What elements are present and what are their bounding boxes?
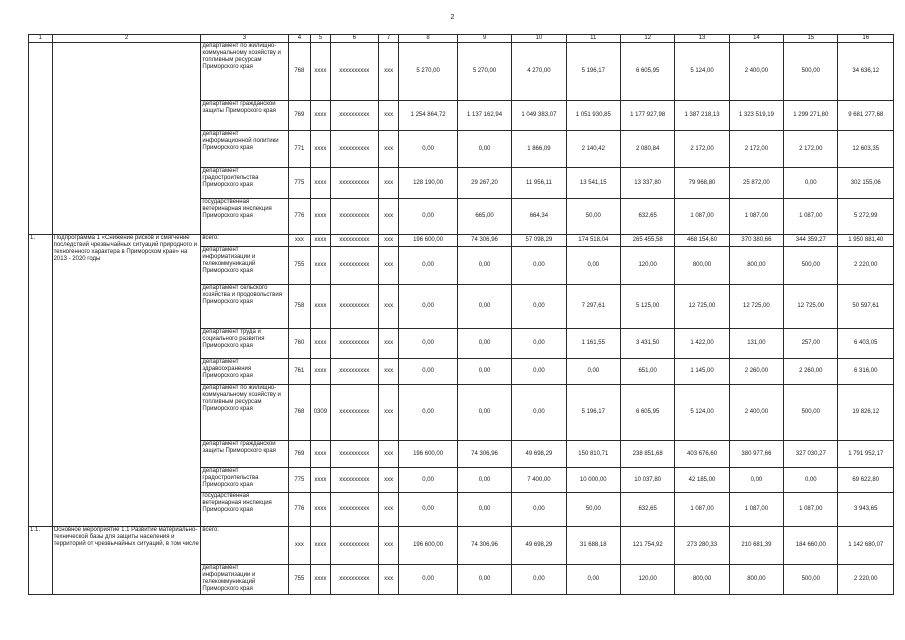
year-amount: 11 956,11 bbox=[512, 168, 566, 199]
year-amount: 1 049 383,07 bbox=[512, 101, 566, 131]
total-amount: 9 681 277,68 bbox=[838, 101, 894, 131]
year-amount: 800,00 bbox=[675, 247, 729, 285]
year-amount: 196 600,00 bbox=[399, 235, 457, 247]
total-amount: 6 316,00 bbox=[838, 359, 894, 385]
year-amount: 13 337,80 bbox=[620, 168, 674, 199]
expense-type-code: ххх bbox=[378, 168, 399, 199]
year-amount: 2 260,00 bbox=[784, 359, 838, 385]
year-amount: 120,00 bbox=[620, 565, 674, 595]
year-amount: 0,00 bbox=[457, 493, 511, 527]
year-amount: 120,00 bbox=[620, 247, 674, 285]
target-article-code: хххххххххх bbox=[330, 468, 378, 493]
expense-type-code: ххх bbox=[378, 199, 399, 235]
section-code: хххх bbox=[311, 493, 330, 527]
year-amount: 0,00 bbox=[457, 247, 511, 285]
year-amount: 6 605,95 bbox=[620, 385, 674, 441]
year-amount: 25 872,00 bbox=[729, 168, 783, 199]
agency-name: департамент труда и социального развития Приморского края bbox=[201, 329, 288, 359]
total-amount: 6 403,05 bbox=[838, 329, 894, 359]
year-amount: 131,00 bbox=[729, 329, 783, 359]
total-amount: 12 603,35 bbox=[838, 131, 894, 168]
column-header: 9 bbox=[457, 35, 511, 43]
year-amount: 0,00 bbox=[457, 329, 511, 359]
year-amount: 664,34 bbox=[512, 199, 566, 235]
grbs-code: 776 bbox=[288, 199, 311, 235]
year-amount: 2 400,00 bbox=[729, 43, 783, 101]
agency-name: департамент градостроительства Приморского края bbox=[201, 168, 288, 199]
column-header: 10 bbox=[512, 35, 566, 43]
year-amount: 0,00 bbox=[457, 131, 511, 168]
year-amount: 238 851,68 bbox=[620, 441, 674, 468]
section-code: хххх bbox=[311, 235, 330, 247]
grbs-code: 758 bbox=[288, 285, 311, 329]
year-amount: 0,00 bbox=[784, 468, 838, 493]
column-header: 11 bbox=[566, 35, 620, 43]
year-amount: 5 270,00 bbox=[399, 43, 457, 101]
section-code: 0309 bbox=[311, 385, 330, 441]
target-article-code: хххххххххх bbox=[330, 168, 378, 199]
section-code: хххх bbox=[311, 441, 330, 468]
target-article-code: хххххххххх bbox=[330, 43, 378, 101]
section-code: хххх bbox=[311, 101, 330, 131]
column-header: 6 bbox=[330, 35, 378, 43]
year-amount: 150 810,71 bbox=[566, 441, 620, 468]
agency-name: департамент сельского хозяйства и продовольствия Приморского края bbox=[201, 285, 288, 329]
year-amount: 1 087,00 bbox=[675, 199, 729, 235]
year-amount: 1 087,00 bbox=[729, 199, 783, 235]
year-amount: 468 154,60 bbox=[675, 235, 729, 247]
year-amount: 7 400,00 bbox=[512, 468, 566, 493]
year-amount: 1 254 864,72 bbox=[399, 101, 457, 131]
year-amount: 5 270,00 bbox=[457, 43, 511, 101]
grbs-code: 755 bbox=[288, 565, 311, 595]
grbs-code: 771 bbox=[288, 131, 311, 168]
year-amount: 12 725,00 bbox=[784, 285, 838, 329]
grbs-code: 760 bbox=[288, 329, 311, 359]
expense-type-code: ххх bbox=[378, 247, 399, 285]
column-header: 15 bbox=[784, 35, 838, 43]
item-number bbox=[29, 43, 53, 235]
year-amount: 1 299 271,80 bbox=[784, 101, 838, 131]
target-article-code: хххххххххх bbox=[330, 235, 378, 247]
column-header: 16 bbox=[838, 35, 894, 43]
year-amount: 0,00 bbox=[457, 565, 511, 595]
year-amount: 29 267,20 bbox=[457, 168, 511, 199]
section-code: хххх bbox=[311, 199, 330, 235]
target-article-code: хххххххххх bbox=[330, 329, 378, 359]
target-article-code: хххххххххх bbox=[330, 385, 378, 441]
expense-type-code: ххх bbox=[378, 235, 399, 247]
table-row bbox=[29, 527, 894, 565]
year-amount: 0,00 bbox=[399, 199, 457, 235]
section-code: хххх bbox=[311, 285, 330, 329]
expense-type-code: ххх bbox=[378, 131, 399, 168]
year-amount: 0,00 bbox=[566, 247, 620, 285]
table-row bbox=[29, 43, 894, 101]
year-amount: 74 306,96 bbox=[457, 527, 511, 565]
year-amount: 500,00 bbox=[784, 385, 838, 441]
agency-name: департамент гражданской защиты Приморского края bbox=[201, 441, 288, 468]
year-amount: 265 455,58 bbox=[620, 235, 674, 247]
year-amount: 651,00 bbox=[620, 359, 674, 385]
target-article-code: хххххххххх bbox=[330, 101, 378, 131]
year-amount: 196 600,00 bbox=[399, 441, 457, 468]
column-header: 13 bbox=[675, 35, 729, 43]
year-amount: 1 145,00 bbox=[675, 359, 729, 385]
year-amount: 1 323 519,19 bbox=[729, 101, 783, 131]
year-amount: 2 080,84 bbox=[620, 131, 674, 168]
year-amount: 49 698,29 bbox=[512, 441, 566, 468]
section-code: хххх bbox=[311, 527, 330, 565]
year-amount: 0,00 bbox=[512, 493, 566, 527]
grbs-code: 768 bbox=[288, 385, 311, 441]
grbs-code: 761 bbox=[288, 359, 311, 385]
year-amount: 257,00 bbox=[784, 329, 838, 359]
target-article-code: хххххххххх bbox=[330, 131, 378, 168]
year-amount: 665,00 bbox=[457, 199, 511, 235]
year-amount: 500,00 bbox=[784, 565, 838, 595]
total-amount: 69 622,80 bbox=[838, 468, 894, 493]
year-amount: 0,00 bbox=[457, 385, 511, 441]
total-amount: 5 272,99 bbox=[838, 199, 894, 235]
grbs-code: ххх bbox=[288, 527, 311, 565]
year-amount: 0,00 bbox=[512, 285, 566, 329]
year-amount: 0,00 bbox=[399, 247, 457, 285]
year-amount: 380 977,66 bbox=[729, 441, 783, 468]
agency-name: департамент гражданской защиты Приморского края bbox=[201, 101, 288, 131]
year-amount: 6 605,95 bbox=[620, 43, 674, 101]
expense-type-code: ххх bbox=[378, 468, 399, 493]
grbs-code: 768 bbox=[288, 43, 311, 101]
table-row bbox=[29, 235, 894, 247]
target-article-code: хххххххххх bbox=[330, 359, 378, 385]
column-header: 8 bbox=[399, 35, 457, 43]
year-amount: 0,00 bbox=[399, 468, 457, 493]
year-amount: 0,00 bbox=[457, 468, 511, 493]
grbs-code: 776 bbox=[288, 493, 311, 527]
section-code: хххх bbox=[311, 43, 330, 101]
year-amount: 1 087,00 bbox=[729, 493, 783, 527]
year-amount: 5 125,00 bbox=[620, 285, 674, 329]
year-amount: 1 161,55 bbox=[566, 329, 620, 359]
year-amount: 128 190,00 bbox=[399, 168, 457, 199]
year-amount: 0,00 bbox=[457, 359, 511, 385]
year-amount: 49 698,29 bbox=[512, 527, 566, 565]
year-amount: 632,65 bbox=[620, 199, 674, 235]
year-amount: 5 196,17 bbox=[566, 385, 620, 441]
year-amount: 1 137 162,94 bbox=[457, 101, 511, 131]
target-article-code: хххххххххх bbox=[330, 527, 378, 565]
year-amount: 0,00 bbox=[512, 247, 566, 285]
year-amount: 2 172,00 bbox=[784, 131, 838, 168]
year-amount: 1 387 218,13 bbox=[675, 101, 729, 131]
year-amount: 2 400,00 bbox=[729, 385, 783, 441]
year-amount: 1 087,00 bbox=[675, 493, 729, 527]
agency-name: департамент по жилищно-коммунальному хозяйству и топливным ресурсам Приморского края bbox=[201, 43, 288, 101]
expense-type-code: ххх bbox=[378, 43, 399, 101]
year-amount: 210 681,39 bbox=[729, 527, 783, 565]
expense-type-code: ххх bbox=[378, 385, 399, 441]
year-amount: 0,00 bbox=[566, 565, 620, 595]
year-amount: 31 688,18 bbox=[566, 527, 620, 565]
year-amount: 3 431,50 bbox=[620, 329, 674, 359]
agency-name: департамент градостроительства Приморского края bbox=[201, 468, 288, 493]
column-header: 12 bbox=[620, 35, 674, 43]
total-amount: 50 597,61 bbox=[838, 285, 894, 329]
year-amount: 1 866,09 bbox=[512, 131, 566, 168]
grbs-code: 769 bbox=[288, 441, 311, 468]
year-amount: 2 172,00 bbox=[675, 131, 729, 168]
expense-type-code: ххх bbox=[378, 329, 399, 359]
year-amount: 57 098,29 bbox=[512, 235, 566, 247]
year-amount: 800,00 bbox=[729, 247, 783, 285]
expense-type-code: ххх bbox=[378, 493, 399, 527]
total-amount: 1 791 952,17 bbox=[838, 441, 894, 468]
year-amount: 370 380,66 bbox=[729, 235, 783, 247]
year-amount: 0,00 bbox=[399, 493, 457, 527]
year-amount: 2 172,00 bbox=[729, 131, 783, 168]
column-header: 4 bbox=[288, 35, 311, 43]
year-amount: 10 037,80 bbox=[620, 468, 674, 493]
column-header: 7 bbox=[378, 35, 399, 43]
agency-name: государственная ветеринарная инспекция Приморского края bbox=[201, 199, 288, 235]
year-amount: 12 725,00 bbox=[729, 285, 783, 329]
total-amount: 34 636,12 bbox=[838, 43, 894, 101]
year-amount: 1 087,00 bbox=[784, 493, 838, 527]
year-amount: 74 306,96 bbox=[457, 441, 511, 468]
total-amount: 2 220,00 bbox=[838, 247, 894, 285]
target-article-code: хххххххххх bbox=[330, 565, 378, 595]
program-name: Основное мероприятие 1.1 Развитие материально-технической базы для защиты населения и территорий от чрезвычайных ситуаций, в том числе bbox=[52, 527, 201, 595]
table-body bbox=[29, 43, 894, 595]
agency-name: всего: bbox=[201, 527, 288, 565]
year-amount: 403 676,60 bbox=[675, 441, 729, 468]
item-number: 1.1. bbox=[29, 527, 53, 595]
year-amount: 2 140,42 bbox=[566, 131, 620, 168]
year-amount: 4 270,00 bbox=[512, 43, 566, 101]
year-amount: 0,00 bbox=[399, 359, 457, 385]
expense-type-code: ххх bbox=[378, 527, 399, 565]
year-amount: 327 030,27 bbox=[784, 441, 838, 468]
column-header: 1 bbox=[29, 35, 53, 43]
target-article-code: хххххххххх bbox=[330, 199, 378, 235]
column-header: 14 bbox=[729, 35, 783, 43]
year-amount: 0,00 bbox=[512, 385, 566, 441]
year-amount: 0,00 bbox=[512, 359, 566, 385]
section-code: хххх bbox=[311, 329, 330, 359]
item-number: 1. bbox=[29, 235, 53, 527]
target-article-code: хххххххххх bbox=[330, 441, 378, 468]
year-amount: 344 359,27 bbox=[784, 235, 838, 247]
year-amount: 174 518,04 bbox=[566, 235, 620, 247]
total-amount: 3 943,65 bbox=[838, 493, 894, 527]
section-code: хххх bbox=[311, 468, 330, 493]
year-amount: 0,00 bbox=[457, 285, 511, 329]
year-amount: 13 541,15 bbox=[566, 168, 620, 199]
section-code: хххх bbox=[311, 359, 330, 385]
year-amount: 0,00 bbox=[512, 329, 566, 359]
column-header: 3 bbox=[201, 35, 288, 43]
grbs-code: 755 bbox=[288, 247, 311, 285]
agency-name: всего: bbox=[201, 235, 288, 247]
column-header: 2 bbox=[52, 35, 201, 43]
year-amount: 0,00 bbox=[512, 565, 566, 595]
year-amount: 74 306,96 bbox=[457, 235, 511, 247]
section-code: хххх bbox=[311, 565, 330, 595]
year-amount: 184 660,00 bbox=[784, 527, 838, 565]
expense-type-code: ххх bbox=[378, 359, 399, 385]
program-name bbox=[52, 43, 201, 235]
budget-table bbox=[28, 34, 894, 595]
year-amount: 0,00 bbox=[784, 168, 838, 199]
year-amount: 0,00 bbox=[729, 468, 783, 493]
year-amount: 42 185,00 bbox=[675, 468, 729, 493]
agency-name: департамент по жилищно-коммунальному хозяйству и топливным ресурсам Приморского края bbox=[201, 385, 288, 441]
grbs-code: 775 bbox=[288, 168, 311, 199]
section-code: хххх bbox=[311, 247, 330, 285]
year-amount: 79 968,80 bbox=[675, 168, 729, 199]
year-amount: 800,00 bbox=[729, 565, 783, 595]
year-amount: 0,00 bbox=[399, 285, 457, 329]
year-amount: 500,00 bbox=[784, 43, 838, 101]
column-header: 5 bbox=[311, 35, 330, 43]
year-amount: 0,00 bbox=[399, 131, 457, 168]
section-code: хххх bbox=[311, 168, 330, 199]
target-article-code: хххххххххх bbox=[330, 285, 378, 329]
agency-name: департамент здравоохранения Приморского края bbox=[201, 359, 288, 385]
total-amount: 302 155,06 bbox=[838, 168, 894, 199]
year-amount: 800,00 bbox=[675, 565, 729, 595]
agency-name: департамент информационной политики Приморского края bbox=[201, 131, 288, 168]
expense-type-code: ххх bbox=[378, 101, 399, 131]
expense-type-code: ххх bbox=[378, 565, 399, 595]
total-amount: 1 142 680,07 bbox=[838, 527, 894, 565]
year-amount: 196 600,00 bbox=[399, 527, 457, 565]
year-amount: 0,00 bbox=[566, 359, 620, 385]
year-amount: 7 297,61 bbox=[566, 285, 620, 329]
program-name: Подпрограмма 1 «Снижение рисков и смягчение последствий чрезвычайных ситуаций природного и техногенного характера в Приморском крае» на 2013 - 2020 годы bbox=[52, 235, 201, 527]
year-amount: 0,00 bbox=[399, 565, 457, 595]
year-amount: 1 087,00 bbox=[784, 199, 838, 235]
target-article-code: хххххххххх bbox=[330, 493, 378, 527]
year-amount: 1 177 927,98 bbox=[620, 101, 674, 131]
expense-type-code: ххх bbox=[378, 441, 399, 468]
total-amount: 1 950 881,40 bbox=[838, 235, 894, 247]
year-amount: 0,00 bbox=[399, 385, 457, 441]
year-amount: 12 725,00 bbox=[675, 285, 729, 329]
year-amount: 0,00 bbox=[399, 329, 457, 359]
year-amount: 632,65 bbox=[620, 493, 674, 527]
section-code: хххх bbox=[311, 131, 330, 168]
year-amount: 5 124,00 bbox=[675, 43, 729, 101]
grbs-code: 769 bbox=[288, 101, 311, 131]
year-amount: 2 260,00 bbox=[729, 359, 783, 385]
year-amount: 5 124,00 bbox=[675, 385, 729, 441]
agency-name: департамент информатизации и телекоммуникаций Приморского края bbox=[201, 565, 288, 595]
year-amount: 500,00 bbox=[784, 247, 838, 285]
year-amount: 50,00 bbox=[566, 199, 620, 235]
header-row bbox=[29, 35, 894, 43]
year-amount: 1 422,00 bbox=[675, 329, 729, 359]
expense-type-code: ххх bbox=[378, 285, 399, 329]
agency-name: департамент информатизации и телекоммуникаций Приморского края bbox=[201, 247, 288, 285]
grbs-code: 775 bbox=[288, 468, 311, 493]
year-amount: 10 000,00 bbox=[566, 468, 620, 493]
total-amount: 2 220,00 bbox=[838, 565, 894, 595]
grbs-code: ххх bbox=[288, 235, 311, 247]
page-number: 2 bbox=[450, 14, 455, 21]
agency-name: государственная ветеринарная инспекция Приморского края bbox=[201, 493, 288, 527]
target-article-code: хххххххххх bbox=[330, 247, 378, 285]
year-amount: 121 754,92 bbox=[620, 527, 674, 565]
year-amount: 5 196,17 bbox=[566, 43, 620, 101]
year-amount: 1 051 930,85 bbox=[566, 101, 620, 131]
year-amount: 50,00 bbox=[566, 493, 620, 527]
year-amount: 273 280,33 bbox=[675, 527, 729, 565]
total-amount: 19 826,12 bbox=[838, 385, 894, 441]
